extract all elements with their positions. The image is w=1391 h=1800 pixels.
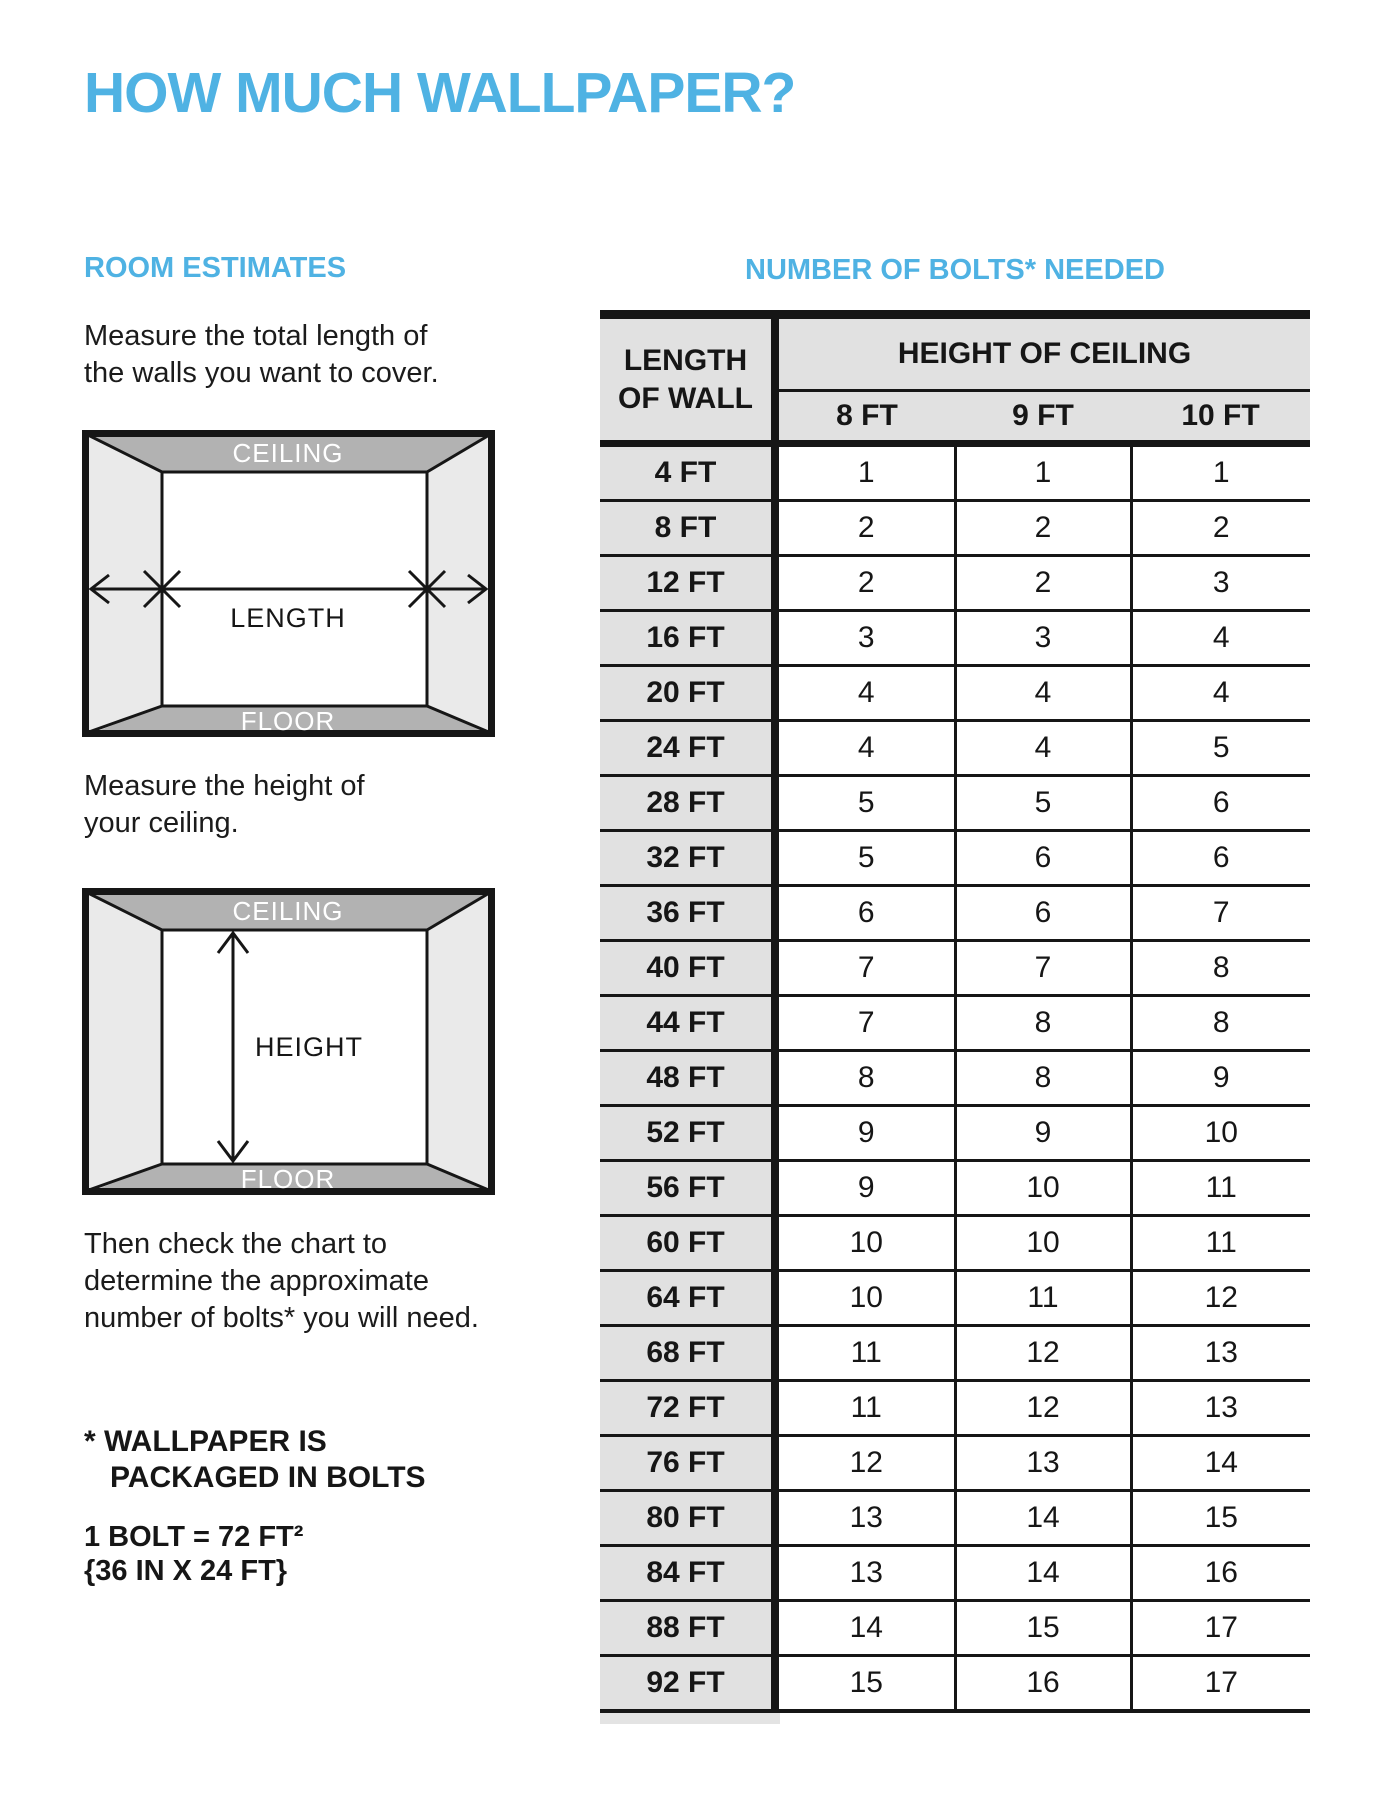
bolts-value-cell: 13 [775,1546,955,1601]
length-of-wall-line: LENGTH [623,343,748,377]
bolts-value-cell: 14 [955,1491,1131,1546]
table-row [600,886,1310,941]
row-length-label: 4 FT [600,444,775,501]
room-estimates-heading: ROOM ESTIMATES [84,252,347,284]
bolts-value-cell: 5 [775,776,955,831]
row-length-label: 16 FT [600,611,775,666]
table-footer-strip [600,1713,780,1724]
bolts-value-cell: 10 [775,1216,955,1271]
bolts-value-cell: 14 [775,1601,955,1656]
row-length-label: 60 FT [600,1216,775,1271]
bolts-value-cell: 4 [955,721,1131,776]
row-length-label: 48 FT [600,1051,775,1106]
bolts-footnote [84,1424,426,1496]
bolts-value-cell: 17 [1131,1656,1310,1712]
table-row [600,501,1310,556]
bolts-value-cell: 3 [775,611,955,666]
paragraph-line: Then check the chart to [84,1228,388,1260]
paragraph-line: the walls you want to cover. [84,357,439,389]
bolts-value-cell: 8 [955,996,1131,1051]
bolts-value-cell: 9 [775,1161,955,1216]
table-row [600,721,1310,776]
row-length-label: 80 FT [600,1491,775,1546]
row-length-label: 20 FT [600,666,775,721]
bolts-value-cell: 16 [955,1656,1131,1712]
bolts-value-cell: 11 [1131,1216,1310,1271]
paragraph-line: determine the approximate [84,1265,429,1297]
paragraph-line: your ceiling. [84,807,239,839]
table-row [600,1161,1310,1216]
bolts-value-cell: 1 [775,444,955,501]
measure-length-paragraph [84,318,439,392]
bolts-value-cell: 6 [1131,831,1310,886]
table-row [600,666,1310,721]
table-row [600,941,1310,996]
height-label: HEIGHT [255,1032,364,1062]
bolts-value-cell: 10 [775,1271,955,1326]
check-chart-paragraph [84,1226,479,1337]
bolts-value-cell: 11 [955,1271,1131,1326]
row-length-label: 24 FT [600,721,775,776]
table-row [600,444,1310,501]
bolts-value-cell: 1 [1131,444,1310,501]
paragraph-line: number of bolts* you will need. [84,1302,479,1334]
left-wall-surface [82,888,162,1195]
bolts-table-body [600,444,1310,1712]
floor-label: FLOOR [240,1164,336,1194]
table-row [600,1271,1310,1326]
bolts-value-cell: 2 [955,556,1131,611]
row-length-label: 32 FT [600,831,775,886]
measure-height-paragraph [84,768,365,842]
table-row [600,1216,1310,1271]
bolts-value-cell: 11 [1131,1161,1310,1216]
room-height-diagram [82,888,495,1195]
bolts-value-cell: 12 [1131,1271,1310,1326]
bolts-value-cell: 8 [775,1051,955,1106]
table-row [600,1106,1310,1161]
bolts-value-cell: 13 [1131,1381,1310,1436]
bolts-value-cell: 12 [955,1326,1131,1381]
row-length-label: 72 FT [600,1381,775,1436]
right-wall-surface [427,430,495,737]
bolts-value-cell: 4 [775,721,955,776]
row-length-label: 92 FT [600,1656,775,1712]
row-length-label: 68 FT [600,1326,775,1381]
length-label: LENGTH [230,603,346,633]
row-length-label: 28 FT [600,776,775,831]
bolts-value-cell: 10 [955,1216,1131,1271]
table-row [600,1051,1310,1106]
room-length-diagram [82,430,495,737]
bolts-value-cell: 6 [955,886,1131,941]
row-length-label: 88 FT [600,1601,775,1656]
bolts-value-cell: 8 [955,1051,1131,1106]
bolts-value-cell: 7 [775,941,955,996]
row-length-label: 44 FT [600,996,775,1051]
bolts-value-cell: 7 [775,996,955,1051]
bolts-value-cell: 9 [955,1106,1131,1161]
bolts-value-cell: 17 [1131,1601,1310,1656]
table-row [600,611,1310,666]
row-length-label: 56 FT [600,1161,775,1216]
paragraph-line: Measure the total length of [84,320,428,352]
row-length-label: 84 FT [600,1546,775,1601]
bolts-value-cell: 7 [955,941,1131,996]
column-header-10ft: 10 FT [1131,391,1310,444]
bolts-value-cell: 16 [1131,1546,1310,1601]
table-row [600,1546,1310,1601]
bolts-value-cell: 15 [775,1656,955,1712]
bolts-value-cell: 11 [775,1381,955,1436]
table-row [600,776,1310,831]
length-of-wall-header [600,315,775,444]
table-row [600,1436,1310,1491]
bolts-value-cell: 3 [1131,556,1310,611]
bolts-value-cell: 12 [775,1436,955,1491]
page-title: HOW MUCH WALLPAPER? [84,61,796,125]
length-of-wall-line: OF WALL [618,381,753,415]
height-of-ceiling-header: HEIGHT OF CEILING [775,315,1310,391]
bolt-spec-line: {36 IN X 24 FT} [84,1555,288,1587]
bolts-value-cell: 6 [1131,776,1310,831]
bolt-spec-line: 1 BOLT = 72 FT² [84,1521,304,1553]
bolts-value-cell: 5 [775,831,955,886]
row-length-label: 64 FT [600,1271,775,1326]
row-length-label: 8 FT [600,501,775,556]
bolts-value-cell: 6 [955,831,1131,886]
row-length-label: 40 FT [600,941,775,996]
bolts-value-cell: 14 [1131,1436,1310,1491]
row-length-label: 12 FT [600,556,775,611]
row-length-label: 76 FT [600,1436,775,1491]
bolts-value-cell: 15 [1131,1491,1310,1546]
footnote-line: * WALLPAPER IS [84,1425,327,1458]
bolts-table [600,310,1310,1713]
bolts-value-cell: 15 [955,1601,1131,1656]
bolts-value-cell: 3 [955,611,1131,666]
bolts-value-cell: 11 [775,1326,955,1381]
paragraph-line: Measure the height of [84,770,365,802]
column-header-9ft: 9 FT [955,391,1131,444]
bolts-value-cell: 4 [775,666,955,721]
bolts-value-cell: 5 [955,776,1131,831]
bolts-table-container [600,310,1310,1724]
bolts-value-cell: 10 [955,1161,1131,1216]
ceiling-label: CEILING [232,896,344,926]
bolts-value-cell: 8 [1131,941,1310,996]
bolts-value-cell: 2 [775,556,955,611]
bolts-value-cell: 13 [955,1436,1131,1491]
bolts-value-cell: 10 [1131,1106,1310,1161]
row-length-label: 52 FT [600,1106,775,1161]
table-row [600,1656,1310,1712]
bolts-value-cell: 8 [1131,996,1310,1051]
bolts-value-cell: 4 [955,666,1131,721]
bolts-value-cell: 6 [775,886,955,941]
floor-label: FLOOR [240,706,336,736]
bolts-value-cell: 4 [1131,666,1310,721]
table-row [600,996,1310,1051]
bolts-value-cell: 4 [1131,611,1310,666]
column-header-8ft: 8 FT [775,391,955,444]
bolts-value-cell: 13 [1131,1326,1310,1381]
bolts-value-cell: 9 [775,1106,955,1161]
row-length-label: 36 FT [600,886,775,941]
bolts-value-cell: 7 [1131,886,1310,941]
table-row [600,1326,1310,1381]
bolts-value-cell: 2 [775,501,955,556]
bolts-value-cell: 1 [955,444,1131,501]
table-row [600,1381,1310,1436]
ceiling-label: CEILING [232,438,344,468]
bolts-value-cell: 2 [1131,501,1310,556]
bolt-spec [84,1520,303,1588]
table-row [600,1491,1310,1546]
bolts-table-heading: NUMBER OF BOLTS* NEEDED [745,254,1165,286]
bolts-value-cell: 9 [1131,1051,1310,1106]
footnote-line: PACKAGED IN BOLTS [110,1461,426,1494]
table-row [600,1601,1310,1656]
bolts-value-cell: 13 [775,1491,955,1546]
right-wall-surface [427,888,495,1195]
bolts-value-cell: 2 [955,501,1131,556]
bolts-table-header [600,315,1310,444]
bolts-value-cell: 14 [955,1546,1131,1601]
bolts-value-cell: 12 [955,1381,1131,1436]
bolts-value-cell: 5 [1131,721,1310,776]
left-wall-surface [82,430,162,737]
table-row [600,831,1310,886]
table-row [600,556,1310,611]
